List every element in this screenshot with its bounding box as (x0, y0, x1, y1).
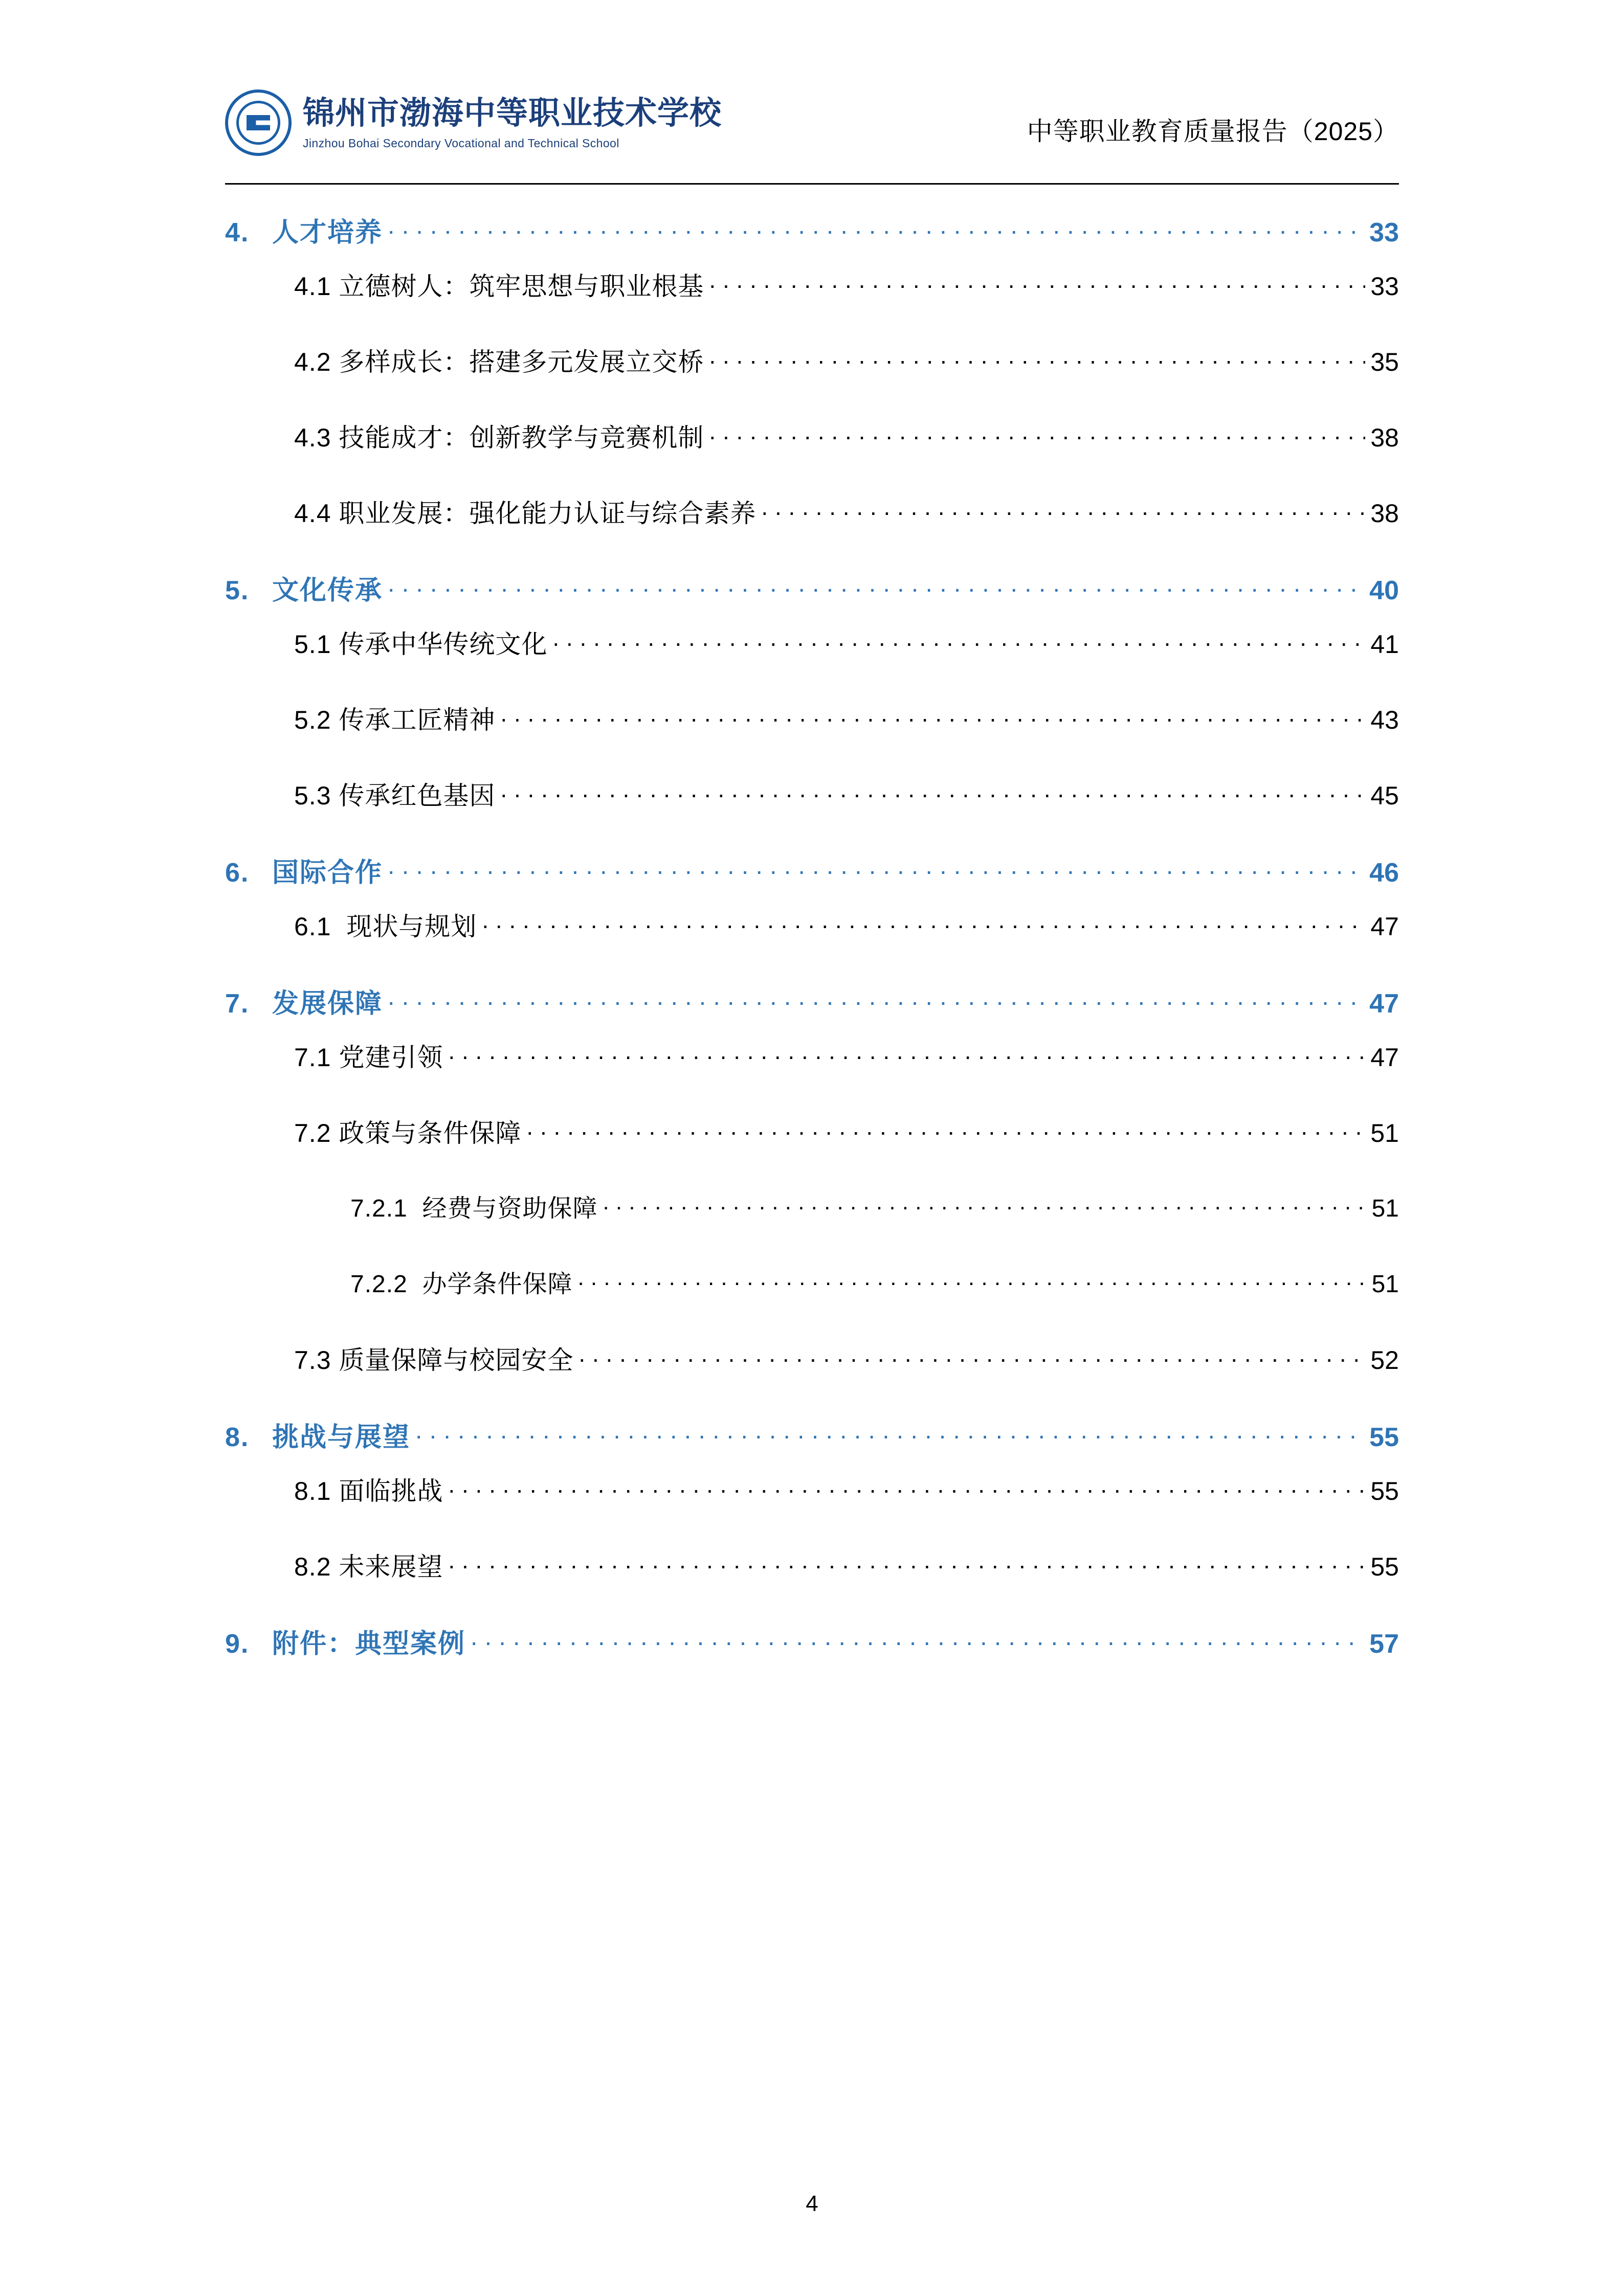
toc-entry-page: 51 (1371, 1271, 1399, 1298)
toc-entry-label (225, 1622, 465, 1660)
toc-entry-text: 面临挑战 (339, 1477, 443, 1505)
toc-leader (471, 1626, 1364, 1653)
toc-entry-page: 46 (1369, 858, 1399, 888)
toc-entry-page: 51 (1371, 1195, 1399, 1222)
toc-entry-text: 未来展望 (339, 1552, 443, 1581)
toc-entry-label (294, 493, 756, 530)
toc-entry-text: 办学条件保障 (422, 1271, 573, 1298)
toc-entry-label (225, 569, 383, 607)
toc-entry-5-1[interactable] (225, 624, 1399, 700)
toc-entry-label (294, 1340, 573, 1377)
toc-leader (415, 1420, 1364, 1446)
toc-entry-text: 质量保障与校园安全 (339, 1346, 574, 1375)
toc-entry-text: 多样成长：搭建多元发展立交桥 (339, 348, 704, 376)
school-logo (225, 89, 722, 156)
toc-entry-number: 6.1 (294, 912, 331, 941)
toc-entry-7-1[interactable] (225, 1037, 1399, 1113)
toc-entry-number: 7.1 (294, 1043, 331, 1072)
table-of-contents (225, 211, 1399, 1677)
toc-entry-8-2[interactable] (225, 1546, 1399, 1622)
toc-entry-4-2[interactable] (225, 342, 1399, 417)
toc-leader (448, 1041, 1365, 1066)
school-name-en: Jinzhou Bohai Secondary Vocational and Technical School (303, 137, 619, 150)
toc-entry-4-3[interactable] (225, 417, 1399, 493)
toc-entry-text: 职业发展：强化能力认证与综合素养 (339, 499, 757, 528)
toc-entry-4[interactable] (225, 211, 1399, 266)
toc-entry-label (294, 1546, 443, 1583)
school-logo-text (303, 95, 722, 150)
toc-entry-page: 55 (1370, 1477, 1399, 1505)
school-crest-icon (225, 89, 292, 156)
toc-leader (709, 345, 1365, 371)
toc-entry-text: 发展保障 (272, 989, 383, 1019)
toc-entry-label (294, 1471, 443, 1507)
toc-entry-label (294, 342, 704, 378)
toc-entry-text: 经费与资助保障 (422, 1195, 598, 1222)
toc-entry-page: 47 (1370, 1043, 1399, 1072)
toc-entry-page: 43 (1370, 706, 1399, 734)
toc-entry-label (294, 417, 704, 454)
toc-entry-text: 立德树人：筑牢思想与职业根基 (339, 272, 704, 301)
toc-entry-page: 35 (1370, 348, 1399, 376)
toc-entry-page: 51 (1370, 1119, 1399, 1147)
toc-entry-label (350, 1188, 597, 1224)
report-title: 中等职业教育质量报告（2025） (1027, 117, 1399, 146)
toc-leader (577, 1268, 1366, 1292)
toc-entry-label (294, 266, 704, 303)
toc-entry-label (225, 211, 383, 249)
toc-entry-number: 9. (225, 1629, 250, 1659)
page-header (225, 89, 1399, 182)
toc-entry-page: 55 (1369, 1423, 1399, 1452)
toc-entry-4-4[interactable] (225, 493, 1399, 569)
toc-leader (709, 269, 1365, 295)
toc-entry-page: 47 (1370, 912, 1399, 941)
toc-entry-number: 6. (225, 858, 250, 888)
toc-entry-label (350, 1264, 572, 1299)
toc-entry-page: 55 (1370, 1552, 1399, 1581)
toc-entry-5-2[interactable] (225, 700, 1399, 775)
toc-entry-page: 38 (1370, 499, 1399, 528)
toc-entry-label (225, 1415, 410, 1454)
toc-entry-7-2[interactable] (225, 1113, 1399, 1188)
toc-entry-text: 技能成才：创新教学与竞赛机制 (339, 423, 704, 452)
toc-entry-number: 5.3 (294, 781, 331, 810)
toc-entry-label (225, 851, 383, 889)
toc-entry-number: 7.2 (294, 1119, 331, 1147)
toc-entry-8[interactable] (225, 1415, 1399, 1471)
toc-entry-5-3[interactable] (225, 775, 1399, 851)
toc-entry-number: 8.2 (294, 1552, 331, 1581)
toc-entry-7-2-1[interactable] (225, 1188, 1399, 1264)
toc-entry-text: 人才培养 (272, 218, 383, 247)
page-footer (0, 2191, 1624, 2217)
school-name-cn: 锦州市渤海中等职业技术学校 (303, 95, 722, 131)
toc-leader (603, 1192, 1366, 1217)
toc-entry-label (294, 624, 547, 661)
toc-entry-7-3[interactable] (225, 1340, 1399, 1415)
toc-entry-number: 8. (225, 1423, 250, 1452)
toc-entry-number: 4.1 (294, 272, 331, 301)
toc-leader (388, 215, 1364, 241)
toc-entry-page: 33 (1370, 272, 1399, 301)
toc-entry-number: 7. (225, 989, 250, 1019)
toc-entry-text: 文化传承 (272, 576, 383, 605)
toc-entry-9[interactable] (225, 1622, 1399, 1677)
toc-leader (526, 1116, 1365, 1142)
toc-leader (552, 627, 1365, 653)
toc-entry-page: 40 (1369, 576, 1399, 605)
toc-entry-text: 政策与条件保障 (339, 1119, 522, 1147)
toc-entry-6[interactable] (225, 851, 1399, 906)
toc-entry-number: 5. (225, 576, 250, 605)
toc-leader (500, 779, 1365, 804)
toc-entry-text: 传承工匠精神 (339, 706, 496, 734)
toc-entry-text: 附件：典型案例 (272, 1629, 466, 1659)
toc-leader (761, 497, 1365, 522)
toc-entry-page: 47 (1369, 989, 1399, 1019)
toc-entry-number: 4.4 (294, 499, 331, 528)
page-number: 4 (806, 2191, 818, 2216)
toc-leader (448, 1550, 1365, 1575)
toc-leader (388, 573, 1364, 599)
toc-entry-7-2-2[interactable] (225, 1264, 1399, 1340)
toc-entry-text: 挑战与展望 (272, 1423, 411, 1452)
toc-entry-label (294, 775, 495, 812)
toc-entry-number: 4.3 (294, 423, 331, 452)
toc-entry-page: 41 (1370, 630, 1399, 659)
toc-entry-text: 现状与规划 (346, 912, 477, 941)
toc-entry-7[interactable] (225, 982, 1399, 1037)
toc-entry-number: 5.2 (294, 706, 331, 734)
toc-entry-label (225, 982, 383, 1020)
toc-entry-page: 38 (1370, 423, 1399, 452)
toc-entry-number: 4.2 (294, 348, 331, 376)
toc-entry-number: 4. (225, 218, 250, 247)
toc-entry-page: 57 (1369, 1629, 1399, 1659)
toc-entry-page: 33 (1369, 218, 1399, 247)
toc-leader (388, 986, 1364, 1012)
toc-entry-6-1[interactable] (225, 906, 1399, 982)
toc-entry-page: 52 (1370, 1346, 1399, 1375)
toc-entry-label (294, 700, 495, 736)
toc-entry-text: 传承红色基因 (339, 781, 496, 810)
toc-leader (500, 703, 1365, 729)
toc-entry-text: 党建引领 (339, 1043, 443, 1072)
toc-entry-page: 45 (1370, 781, 1399, 810)
toc-entry-4-1[interactable] (225, 266, 1399, 342)
toc-entry-label (294, 906, 477, 943)
toc-leader (448, 1474, 1365, 1500)
toc-leader (709, 421, 1365, 446)
toc-entry-number: 7.3 (294, 1346, 331, 1375)
header-divider (225, 183, 1399, 185)
toc-entry-number: 7.2.2 (350, 1271, 408, 1298)
toc-entry-label (294, 1113, 521, 1150)
toc-entry-number: 7.2.1 (350, 1195, 408, 1222)
toc-entry-label (294, 1037, 443, 1074)
toc-entry-number: 8.1 (294, 1477, 331, 1505)
toc-leader (388, 855, 1364, 882)
toc-entry-8-1[interactable] (225, 1471, 1399, 1546)
toc-entry-5[interactable] (225, 569, 1399, 624)
toc-entry-text: 国际合作 (272, 858, 383, 888)
toc-leader (482, 910, 1365, 935)
toc-entry-text: 传承中华传统文化 (339, 630, 548, 659)
toc-entry-number: 5.1 (294, 630, 331, 659)
toc-leader (579, 1343, 1365, 1369)
